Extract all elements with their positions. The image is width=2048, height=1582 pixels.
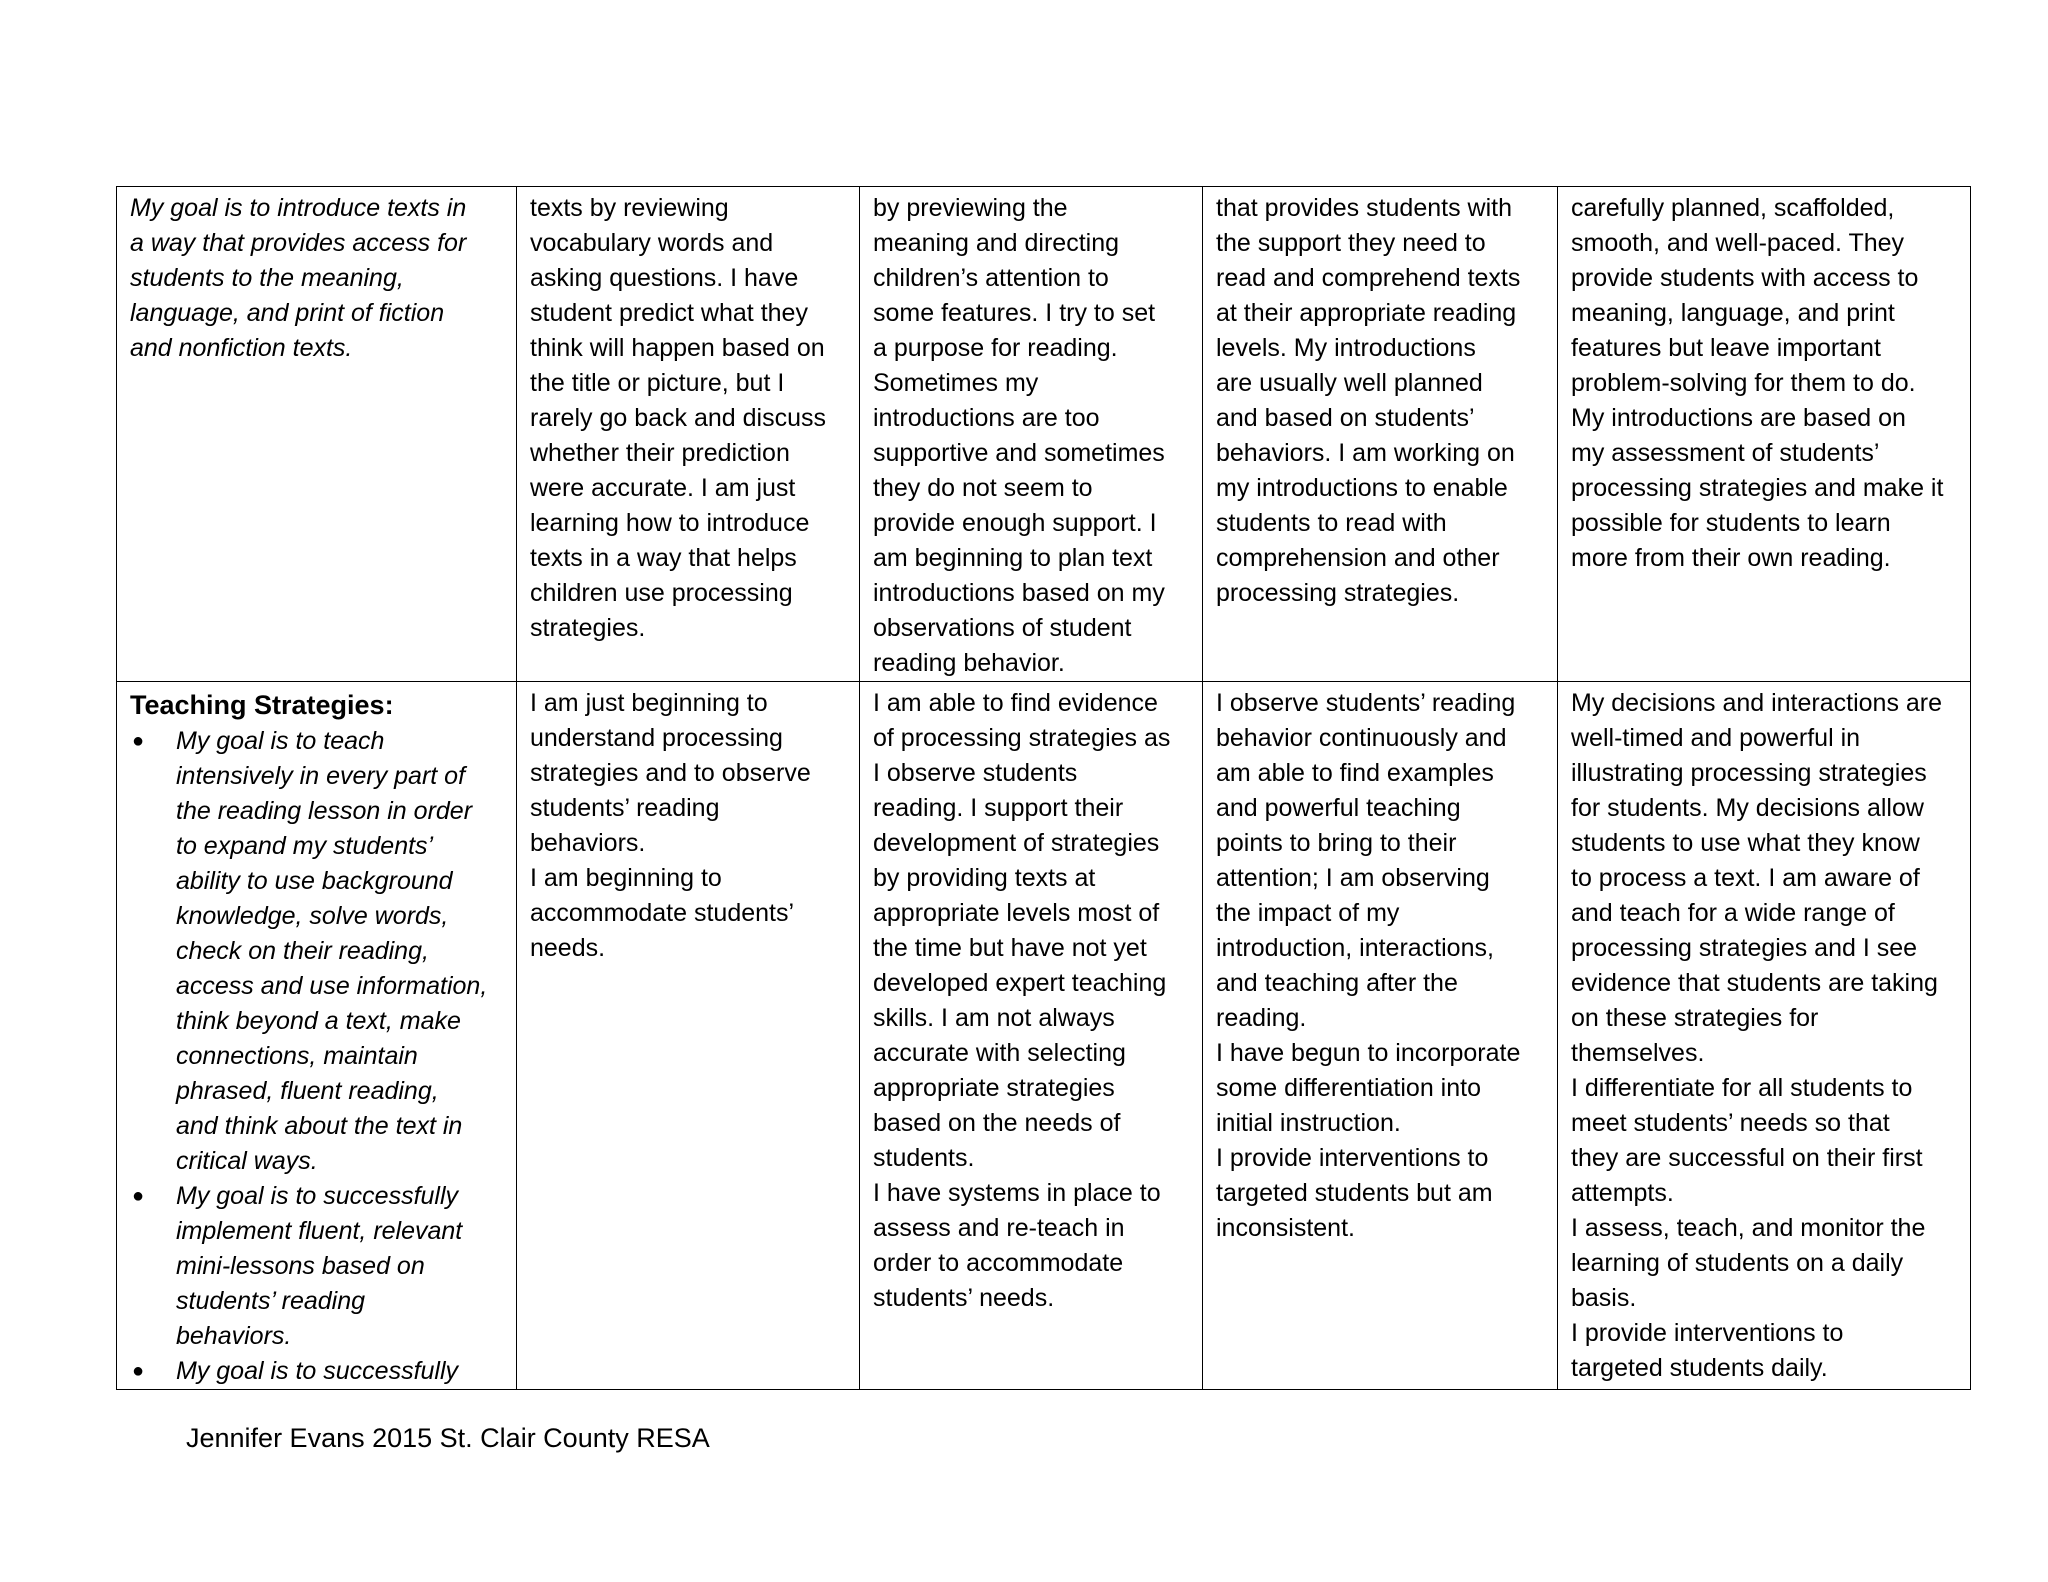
text-line: to process a text. I am aware of: [1571, 864, 1920, 892]
text-line: critical ways.: [176, 1147, 318, 1175]
text-line: attempts.: [1571, 1179, 1674, 1207]
text-line: processing strategies.: [1216, 579, 1460, 607]
text-line: by previewing the: [873, 194, 1068, 222]
text-line: skills. I am not always: [873, 1004, 1115, 1032]
text-line: My introductions are based on: [1571, 404, 1906, 432]
text-line: implement fluent, relevant: [176, 1217, 463, 1245]
text-line: children’s attention to: [873, 264, 1109, 292]
text-line: behavior continuously and: [1216, 724, 1507, 752]
level-3-cell: [1203, 682, 1558, 1390]
text-line: observations of student: [873, 614, 1132, 642]
rubric-row-teaching-strategies: [117, 682, 1971, 1390]
bullet-icon: ●: [132, 1360, 145, 1382]
text-line: mini-lessons based on: [176, 1252, 425, 1280]
text-line: rarely go back and discuss: [530, 404, 826, 432]
text-line: connections, maintain: [176, 1042, 418, 1070]
text-line: by providing texts at: [873, 864, 1096, 892]
level-4-cell: [1558, 187, 1971, 682]
text-line: strategies.: [530, 614, 646, 642]
goal-item: [130, 1179, 504, 1354]
bullet-icon: ●: [132, 730, 145, 752]
footer-attribution: Jennifer Evans 2015 St. Clair County RESA: [186, 1423, 710, 1453]
text-line: features but leave important: [1571, 334, 1881, 362]
text-line: points to bring to their: [1216, 829, 1457, 857]
text-line: students to use what they know: [1571, 829, 1920, 857]
level-1-cell: [517, 682, 860, 1390]
text-line: my introductions to enable: [1216, 474, 1508, 502]
text-line: reading behavior.: [873, 649, 1065, 677]
text-line: development of strategies: [873, 829, 1160, 857]
goal-text: [176, 1179, 504, 1354]
rubric-row-text-introductions: [117, 187, 1971, 682]
text-line: my assessment of students’: [1571, 439, 1880, 467]
text-line: appropriate strategies: [873, 1074, 1115, 1102]
text-line: check on their reading,: [176, 937, 429, 965]
goal-text: [176, 1354, 504, 1389]
text-line: levels. My introductions: [1216, 334, 1476, 362]
text-line: and powerful teaching: [1216, 794, 1461, 822]
text-line: the reading lesson in order: [176, 797, 473, 825]
goal-item: [130, 1354, 504, 1389]
text-line: evidence that students are taking: [1571, 969, 1938, 997]
text-line: and teaching after the: [1216, 969, 1458, 997]
text-line: students to read with: [1216, 509, 1447, 537]
text-line: texts by reviewing: [530, 194, 729, 222]
text-line: introductions based on my: [873, 579, 1165, 607]
rubric-table: [116, 186, 1971, 1390]
text-line: understand processing: [530, 724, 783, 752]
text-line: assess and re-teach in: [873, 1214, 1125, 1242]
text-line: students to the meaning,: [130, 264, 404, 292]
text-line: needs.: [530, 934, 606, 962]
text-line: based on the needs of: [873, 1109, 1121, 1137]
text-line: and teach for a wide range of: [1571, 899, 1895, 927]
text-line: texts in a way that helps: [530, 544, 797, 572]
text-line: reading.: [1216, 1004, 1307, 1032]
text-line: of processing strategies as: [873, 724, 1171, 752]
text-line: more from their own reading.: [1571, 544, 1891, 572]
text-line: the impact of my: [1216, 899, 1400, 927]
teaching-strategies-heading: Teaching Strategies:: [130, 690, 394, 720]
text-line: children use processing: [530, 579, 793, 607]
text-line: provide students with access to: [1571, 264, 1919, 292]
text-line: they are successful on their first: [1571, 1144, 1923, 1172]
level-4-cell: [1558, 682, 1971, 1390]
text-line: behaviors. I am working on: [1216, 439, 1515, 467]
text-line: meet students’ needs so that: [1571, 1109, 1890, 1137]
text-line: access and use information,: [176, 972, 488, 1000]
text-line: My decisions and interactions are: [1571, 689, 1943, 717]
text-line: developed expert teaching: [873, 969, 1167, 997]
text-line: introductions are too: [873, 404, 1100, 432]
text-line: processing strategies and make it: [1571, 474, 1944, 502]
text-line: reading. I support their: [873, 794, 1124, 822]
level-1-cell: [517, 187, 860, 682]
text-line: whether their prediction: [530, 439, 790, 467]
text-line: language, and print of fiction: [130, 299, 445, 327]
text-line: knowledge, solve words,: [176, 902, 449, 930]
text-line: meaning, language, and print: [1571, 299, 1895, 327]
text-line: I observe students: [873, 759, 1078, 787]
text-line: introduction, interactions,: [1216, 934, 1494, 962]
text-line: I have systems in place to: [873, 1179, 1161, 1207]
text-line: read and comprehend texts: [1216, 264, 1521, 292]
text-line: for students. My decisions allow: [1571, 794, 1924, 822]
text-line: behaviors.: [530, 829, 646, 857]
text-line: targeted students but am: [1216, 1179, 1493, 1207]
text-line: carefully planned, scaffolded,: [1571, 194, 1895, 222]
goal-item: [130, 724, 504, 1179]
text-line: ability to use background: [176, 867, 453, 895]
text-line: students.: [873, 1144, 975, 1172]
text-line: strategies and to observe: [530, 759, 811, 787]
text-line: possible for students to learn: [1571, 509, 1891, 537]
text-line: themselves.: [1571, 1039, 1705, 1067]
text-line: think will happen based on: [530, 334, 825, 362]
text-line: basis.: [1571, 1284, 1637, 1312]
text-line: on these strategies for: [1571, 1004, 1819, 1032]
text-line: I am just beginning to: [530, 689, 768, 717]
text-line: I differentiate for all students to: [1571, 1074, 1913, 1102]
level-2-cell: [860, 187, 1203, 682]
text-line: vocabulary words and: [530, 229, 774, 257]
text-line: they do not seem to: [873, 474, 1093, 502]
text-line: comprehension and other: [1216, 544, 1500, 572]
text-line: I provide interventions to: [1216, 1144, 1489, 1172]
text-line: some features. I try to set: [873, 299, 1156, 327]
text-line: processing strategies and I see: [1571, 934, 1918, 962]
text-line: students’ reading: [176, 1287, 366, 1315]
text-line: targeted students daily.: [1571, 1354, 1828, 1382]
text-line: I have begun to incorporate: [1216, 1039, 1521, 1067]
text-line: appropriate levels most of: [873, 899, 1160, 927]
text-line: am beginning to plan text: [873, 544, 1153, 572]
text-line: attention; I am observing: [1216, 864, 1490, 892]
text-line: the time but have not yet: [873, 934, 1147, 962]
text-line: some differentiation into: [1216, 1074, 1481, 1102]
text-line: behaviors.: [176, 1322, 292, 1350]
text-line: at their appropriate reading: [1216, 299, 1517, 327]
text-line: I am able to find evidence: [873, 689, 1158, 717]
goal-list: [130, 724, 504, 1389]
text-line: inconsistent.: [1216, 1214, 1355, 1242]
text-line: and nonfiction texts.: [130, 334, 353, 362]
text-line: intensively in every part of: [176, 762, 466, 790]
text-line: that provides students with: [1216, 194, 1512, 222]
text-line: asking questions. I have: [530, 264, 799, 292]
text-line: were accurate. I am just: [530, 474, 796, 502]
text-line: problem-solving for them to do.: [1571, 369, 1916, 397]
text-line: My goal is to successfully: [176, 1357, 459, 1385]
text-line: and think about the text in: [176, 1112, 463, 1140]
text-line: the title or picture, but I: [530, 369, 785, 397]
text-line: a way that provides access for: [130, 229, 467, 257]
text-line: Sometimes my: [873, 369, 1039, 397]
text-line: a purpose for reading.: [873, 334, 1118, 362]
text-line: to expand my students’: [176, 832, 434, 860]
text-line: the support they need to: [1216, 229, 1486, 257]
text-line: accommodate students’: [530, 899, 795, 927]
text-line: learning how to introduce: [530, 509, 810, 537]
text-line: meaning and directing: [873, 229, 1119, 257]
text-line: I am beginning to: [530, 864, 722, 892]
text-line: I assess, teach, and monitor the: [1571, 1214, 1926, 1242]
text-line: think beyond a text, make: [176, 1007, 461, 1035]
text-line: My goal is to introduce texts in: [130, 194, 467, 222]
text-line: My goal is to successfully: [176, 1182, 459, 1210]
text-line: phrased, fluent reading,: [176, 1077, 439, 1105]
text-line: order to accommodate: [873, 1249, 1124, 1277]
goal-cell: [117, 682, 517, 1390]
bullet-icon: ●: [132, 1185, 145, 1207]
level-2-cell: [860, 682, 1203, 1390]
text-line: illustrating processing strategies: [1571, 759, 1927, 787]
text-line: smooth, and well-paced. They: [1571, 229, 1905, 257]
text-line: student predict what they: [530, 299, 808, 327]
text-line: well-timed and powerful in: [1571, 724, 1861, 752]
goal-text: [176, 724, 504, 1179]
text-line: and based on students’: [1216, 404, 1475, 432]
goal-cell: [117, 187, 517, 682]
text-line: I observe students’ reading: [1216, 689, 1516, 717]
text-line: supportive and sometimes: [873, 439, 1165, 467]
text-line: My goal is to teach: [176, 727, 385, 755]
text-line: students’ reading: [530, 794, 720, 822]
text-line: learning of students on a daily: [1571, 1249, 1904, 1277]
text-line: am able to find examples: [1216, 759, 1494, 787]
text-line: students’ needs.: [873, 1284, 1055, 1312]
text-line: accurate with selecting: [873, 1039, 1126, 1067]
text-line: are usually well planned: [1216, 369, 1483, 397]
text-line: I provide interventions to: [1571, 1319, 1844, 1347]
text-line: provide enough support. I: [873, 509, 1157, 537]
level-3-cell: [1203, 187, 1558, 682]
text-line: initial instruction.: [1216, 1109, 1401, 1137]
